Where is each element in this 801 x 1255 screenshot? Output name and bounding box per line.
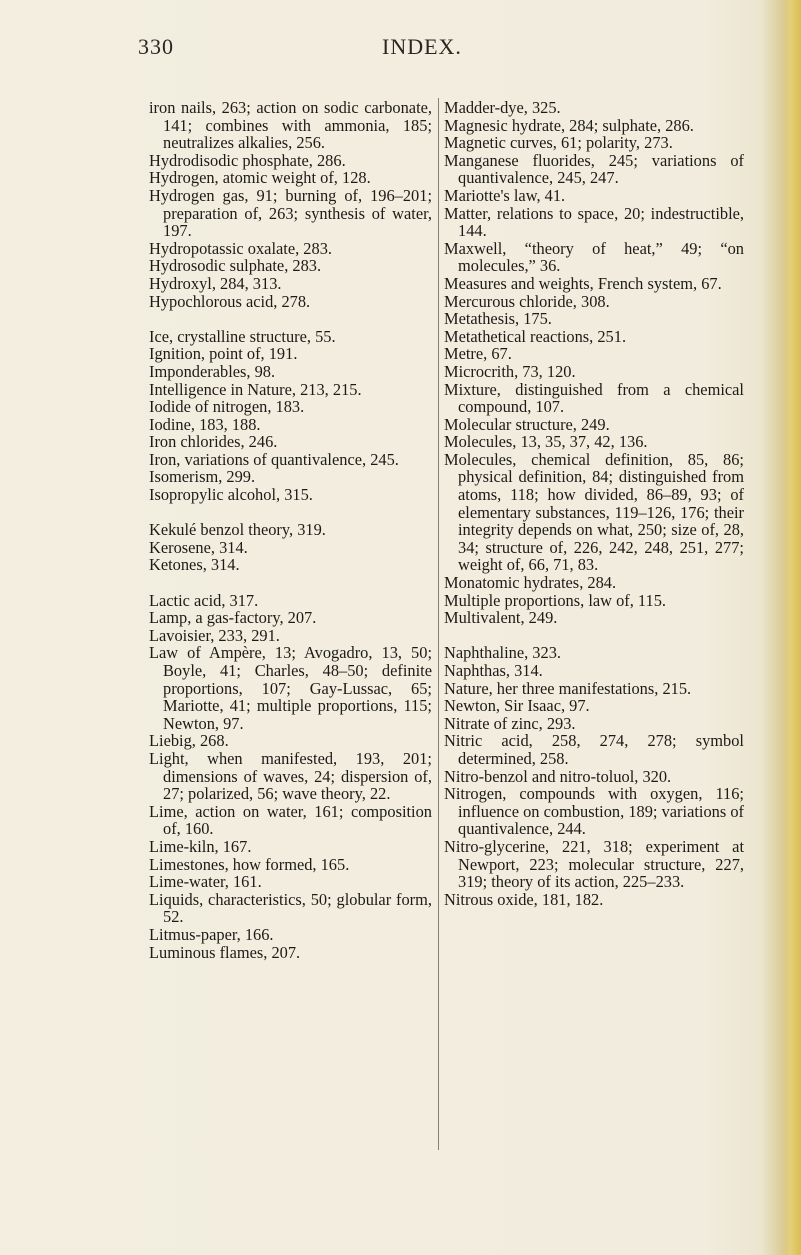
index-entry: Isopropylic alcohol, 315. xyxy=(149,485,313,505)
index-entry: Kekulé benzol theory, 319. xyxy=(149,520,326,540)
index-entry: Lime-kiln, 167. xyxy=(149,836,252,856)
index-entry: Ignition, point of, 191. xyxy=(149,344,298,364)
index-entry: Molecules, chemical definition, 85, 86; physical definition, 84; distinguished from atoms, 118; how divided, 86–89, 93; of elementary substances, 119–126, 176; their integrity depends on what, 250; size of, 28, 34; structure of, 226, 242, 248, 251, 277; weight of, 66, 71, 83. xyxy=(444,449,744,575)
index-entry: Newton, Sir Isaac, 97. xyxy=(444,696,590,716)
index-entry: Madder-dye, 325. xyxy=(444,98,561,117)
index-entry: Lime-water, 161. xyxy=(149,872,262,892)
index-entry: Hydrogen gas, 91; burning of, 196–201; preparation of, 263; synthesis of water, 197. xyxy=(149,185,432,241)
page-header xyxy=(0,34,801,64)
index-entry: Iodide of nitrogen, 183. xyxy=(149,397,305,417)
index-entry: Ketones, 314. xyxy=(149,555,240,575)
index-entry: Manganese fluorides, 245; variations of quantivalence, 245, 247. xyxy=(444,150,744,188)
index-column-left xyxy=(149,99,432,961)
index-entry: iron nails, 263; action on sodic carbonate, 141; combines with ammonia, 185; neutralizes alkalies, 256. xyxy=(149,98,432,153)
section-gap xyxy=(149,574,432,592)
index-entry: Hypochlorous acid, 278. xyxy=(149,291,311,311)
index-entry: Hydrodisodic phosphate, 286. xyxy=(149,150,346,170)
index-entry: Microcrith, 73, 120. xyxy=(444,361,576,381)
index-entry: Molecules, 13, 35, 37, 42, 136. xyxy=(444,432,648,452)
index-entry: Kerosene, 314. xyxy=(149,537,248,557)
index-entry: Metathetical reactions, 251. xyxy=(444,326,627,346)
index-entry: Mixture, distinguished from a chemical compound, 107. xyxy=(444,379,744,417)
index-entry: Monatomic hydrates, 284. xyxy=(444,573,617,593)
index-entry: Mariotte's law, 41. xyxy=(444,185,566,205)
index-entry: Liquids, characteristics, 50; globular form, 52. xyxy=(149,889,432,927)
index-entry: Naphthaline, 323. xyxy=(444,643,561,663)
index-entry: Light, when manifested, 193, 201; dimensions of waves, 24; dispersion of, 27; polarized, 56; wave theory, 22. xyxy=(149,748,432,804)
section-gap xyxy=(149,504,432,522)
index-entry: Nitro-glycerine, 221, 318; experiment at Newport, 223; molecular structure, 227, 319; theory of its action, 225–233. xyxy=(444,836,744,892)
index-entry: Hydroxyl, 284, 313. xyxy=(149,273,282,293)
index-entry: Lime, action on water, 161; composition of, 160. xyxy=(149,801,432,839)
index-entry: Hydrogen, atomic weight of, 128. xyxy=(149,168,371,188)
index-entry: Lactic acid, 317. xyxy=(149,590,259,610)
index-entry: Nitrogen, compounds with oxygen, 116; influence on combustion, 189; variations of quantivalence, 244. xyxy=(444,784,744,839)
index-entry: Magnesic hydrate, 284; sulphate, 286. xyxy=(444,115,694,135)
index-entry: Nitrate of zinc, 293. xyxy=(444,713,576,733)
running-head: INDEX. xyxy=(382,34,462,59)
index-entry: Intelligence in Nature, 213, 215. xyxy=(149,379,362,399)
index-entry: Imponderables, 98. xyxy=(149,361,276,381)
section-gap xyxy=(444,627,744,645)
index-entry: Matter, relations to space, 20; indestructible, 144. xyxy=(444,203,744,241)
index-entry: Iron chlorides, 246. xyxy=(149,432,278,452)
index-entry: Lavoisier, 233, 291. xyxy=(149,625,280,645)
index-entry: Mercurous chloride, 308. xyxy=(444,291,610,311)
index-entry: Nitric acid, 258, 274, 278; symbol determined, 258. xyxy=(444,731,744,768)
index-entry: Molecular structure, 249. xyxy=(444,414,610,434)
index-entry: Nitro-benzol and nitro-toluol, 320. xyxy=(444,766,672,786)
index-entry: Ice, crystalline structure, 55. xyxy=(149,326,336,346)
index-entry: Measures and weights, French system, 67. xyxy=(444,273,722,293)
index-entry: Limestones, how formed, 165. xyxy=(149,854,350,874)
column-divider xyxy=(438,98,439,1150)
index-entry: Nature, her three manifestations, 215. xyxy=(444,678,692,698)
index-entry: Metre, 67. xyxy=(444,344,512,364)
index-entry: Metathesis, 175. xyxy=(444,309,552,329)
index-entry: Luminous flames, 207. xyxy=(149,942,301,962)
index-entry: Multiple proportions, law of, 115. xyxy=(444,590,667,610)
index-entry: Hydropotassic oxalate, 283. xyxy=(149,238,332,258)
index-entry: Magnetic curves, 61; polarity, 273. xyxy=(444,133,673,153)
index-entry: Multivalent, 249. xyxy=(444,608,558,628)
page-edge xyxy=(783,0,801,1255)
index-entry: Isomerism, 299. xyxy=(149,467,256,487)
index-entry: Liebig, 268. xyxy=(149,731,229,751)
index-entry: Nitrous oxide, 181, 182. xyxy=(444,889,604,909)
index-entry: Iodine, 183, 188. xyxy=(149,414,261,434)
page-number: 330 xyxy=(138,34,174,59)
section-gap xyxy=(149,310,432,328)
index-entry: Law of Ampère, 13; Avogadro, 13, 50; Boyle, 41; Charles, 48–50; definite proportions, 107; Gay-Lussac, 65; Mariotte, 41; multiple proportions, 115; Newton, 97. xyxy=(149,643,432,733)
index-entry: Hydrosodic sulphate, 283. xyxy=(149,256,322,276)
index-entry: Lamp, a gas-factory, 207. xyxy=(149,608,317,628)
index-entry: Maxwell, “theory of heat,” 49; “on molecules,” 36. xyxy=(444,238,744,276)
index-entry: Iron, variations of quantivalence, 245. xyxy=(149,449,399,469)
index-entry: Naphthas, 314. xyxy=(444,661,543,680)
index-column-right xyxy=(444,99,744,908)
index-entry: Litmus-paper, 166. xyxy=(149,924,274,944)
